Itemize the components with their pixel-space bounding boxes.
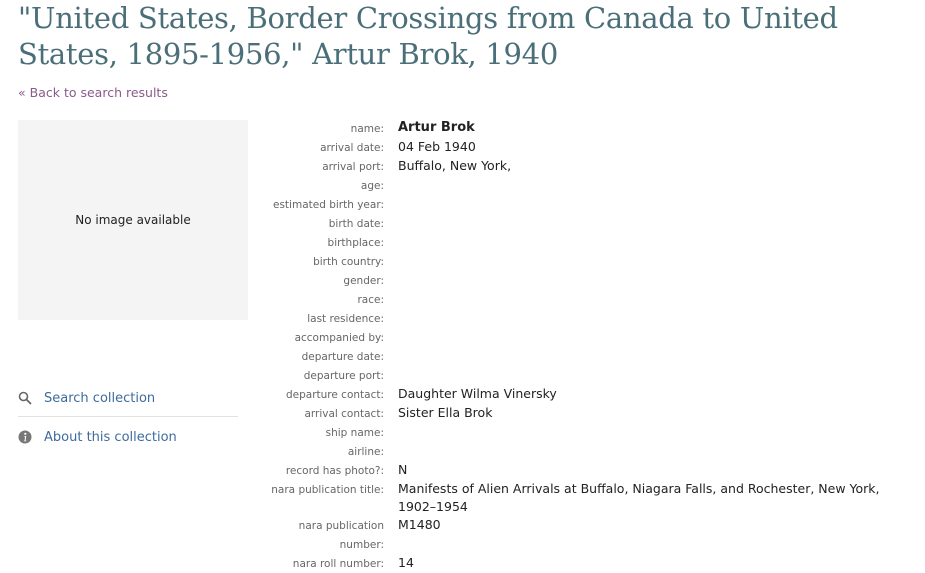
about-collection-label: About this collection — [44, 429, 177, 445]
sidebar-divider — [18, 416, 238, 417]
field-label-record-has-photo: record has photo?: — [285, 465, 384, 477]
field-label-arrival-port: arrival port: — [322, 161, 384, 173]
field-value-record-has-photo: N — [398, 462, 408, 477]
field-label-nara-publication: nara publication — [298, 520, 384, 532]
field-value-arrival-contact: Sister Ella Brok — [398, 405, 493, 420]
field-row-airline — [262, 442, 922, 461]
field-label-arrival-date: arrival date: — [320, 142, 384, 154]
field-row-birth-country — [262, 252, 922, 271]
field-row-ship-name — [262, 423, 922, 442]
no-image-text: No image available — [75, 213, 191, 227]
field-row-nara-publication — [262, 516, 922, 535]
search-collection-link[interactable] — [18, 384, 238, 412]
field-label-accompanied-by: accompanied by: — [294, 332, 384, 344]
record-fields — [262, 119, 922, 573]
field-row-departure-date — [262, 347, 922, 366]
page-title: "United States, Border Crossings from Canada to United States, 1895-1956," Artur Brok, 1940 — [18, 1, 838, 71]
field-label-airline: airline: — [347, 446, 384, 458]
field-row-nara-roll-number — [262, 554, 922, 573]
field-row-arrival-date — [262, 138, 922, 157]
sidebar-links — [18, 384, 238, 451]
field-label-ship-name: ship name: — [325, 427, 384, 439]
field-row-birthplace — [262, 233, 922, 252]
field-value-departure-contact: Daughter Wilma Vinersky — [398, 386, 557, 401]
field-row-last-residence — [262, 309, 922, 328]
field-label-name: name: — [350, 123, 384, 135]
field-row-departure-contact — [262, 385, 922, 404]
field-label-number: number: — [339, 539, 384, 551]
field-row-number — [262, 535, 922, 554]
field-label-estimated-birth-year: estimated birth year: — [273, 199, 384, 211]
field-label-departure-contact: departure contact: — [285, 389, 384, 401]
about-collection-link[interactable] — [18, 423, 238, 451]
field-label-race: race: — [357, 294, 384, 306]
search-collection-label: Search collection — [44, 390, 156, 406]
field-row-record-has-photo — [262, 461, 922, 480]
field-row-gender — [262, 271, 922, 290]
field-row-arrival-port — [262, 157, 922, 176]
field-label-gender: gender: — [343, 275, 384, 287]
field-label-nara-publication-title: nara publication title: — [271, 484, 384, 496]
field-row-race — [262, 290, 922, 309]
field-row-departure-port — [262, 366, 922, 385]
field-label-departure-port: departure port: — [303, 370, 384, 382]
field-label-arrival-contact: arrival contact: — [304, 408, 384, 420]
field-label-birth-date: birth date: — [328, 218, 384, 230]
field-value-nara-publication: M1480 — [398, 517, 441, 532]
field-value-name: Artur Brok — [398, 120, 475, 135]
field-label-nara-roll-number: nara roll number: — [292, 558, 384, 570]
field-row-arrival-contact — [262, 404, 922, 423]
image-placeholder — [18, 120, 248, 320]
field-row-age — [262, 176, 922, 195]
field-label-birthplace: birthplace: — [327, 237, 384, 249]
field-row-nara-publication-title — [262, 480, 922, 516]
search-icon — [18, 391, 44, 405]
field-value-nara-roll-number: 14 — [398, 555, 414, 570]
field-row-birth-date — [262, 214, 922, 233]
field-value-arrival-date: 04 Feb 1940 — [398, 139, 476, 154]
field-row-accompanied-by — [262, 328, 922, 347]
field-value-nara-publication-title: Manifests of Alien Arrivals at Buffalo, Niagara Falls, and Rochester, New York, 1902–1954 — [398, 481, 880, 514]
field-label-birth-country: birth country: — [313, 256, 384, 268]
info-icon — [18, 430, 44, 444]
back-to-search-link[interactable]: « Back to search results — [18, 85, 168, 100]
field-label-departure-date: departure date: — [301, 351, 384, 363]
field-row-name — [262, 119, 922, 138]
field-value-arrival-port: Buffalo, New York, — [398, 158, 512, 173]
field-row-estimated-birth-year — [262, 195, 922, 214]
field-label-last-residence: last residence: — [307, 313, 384, 325]
field-label-age: age: — [360, 180, 384, 192]
